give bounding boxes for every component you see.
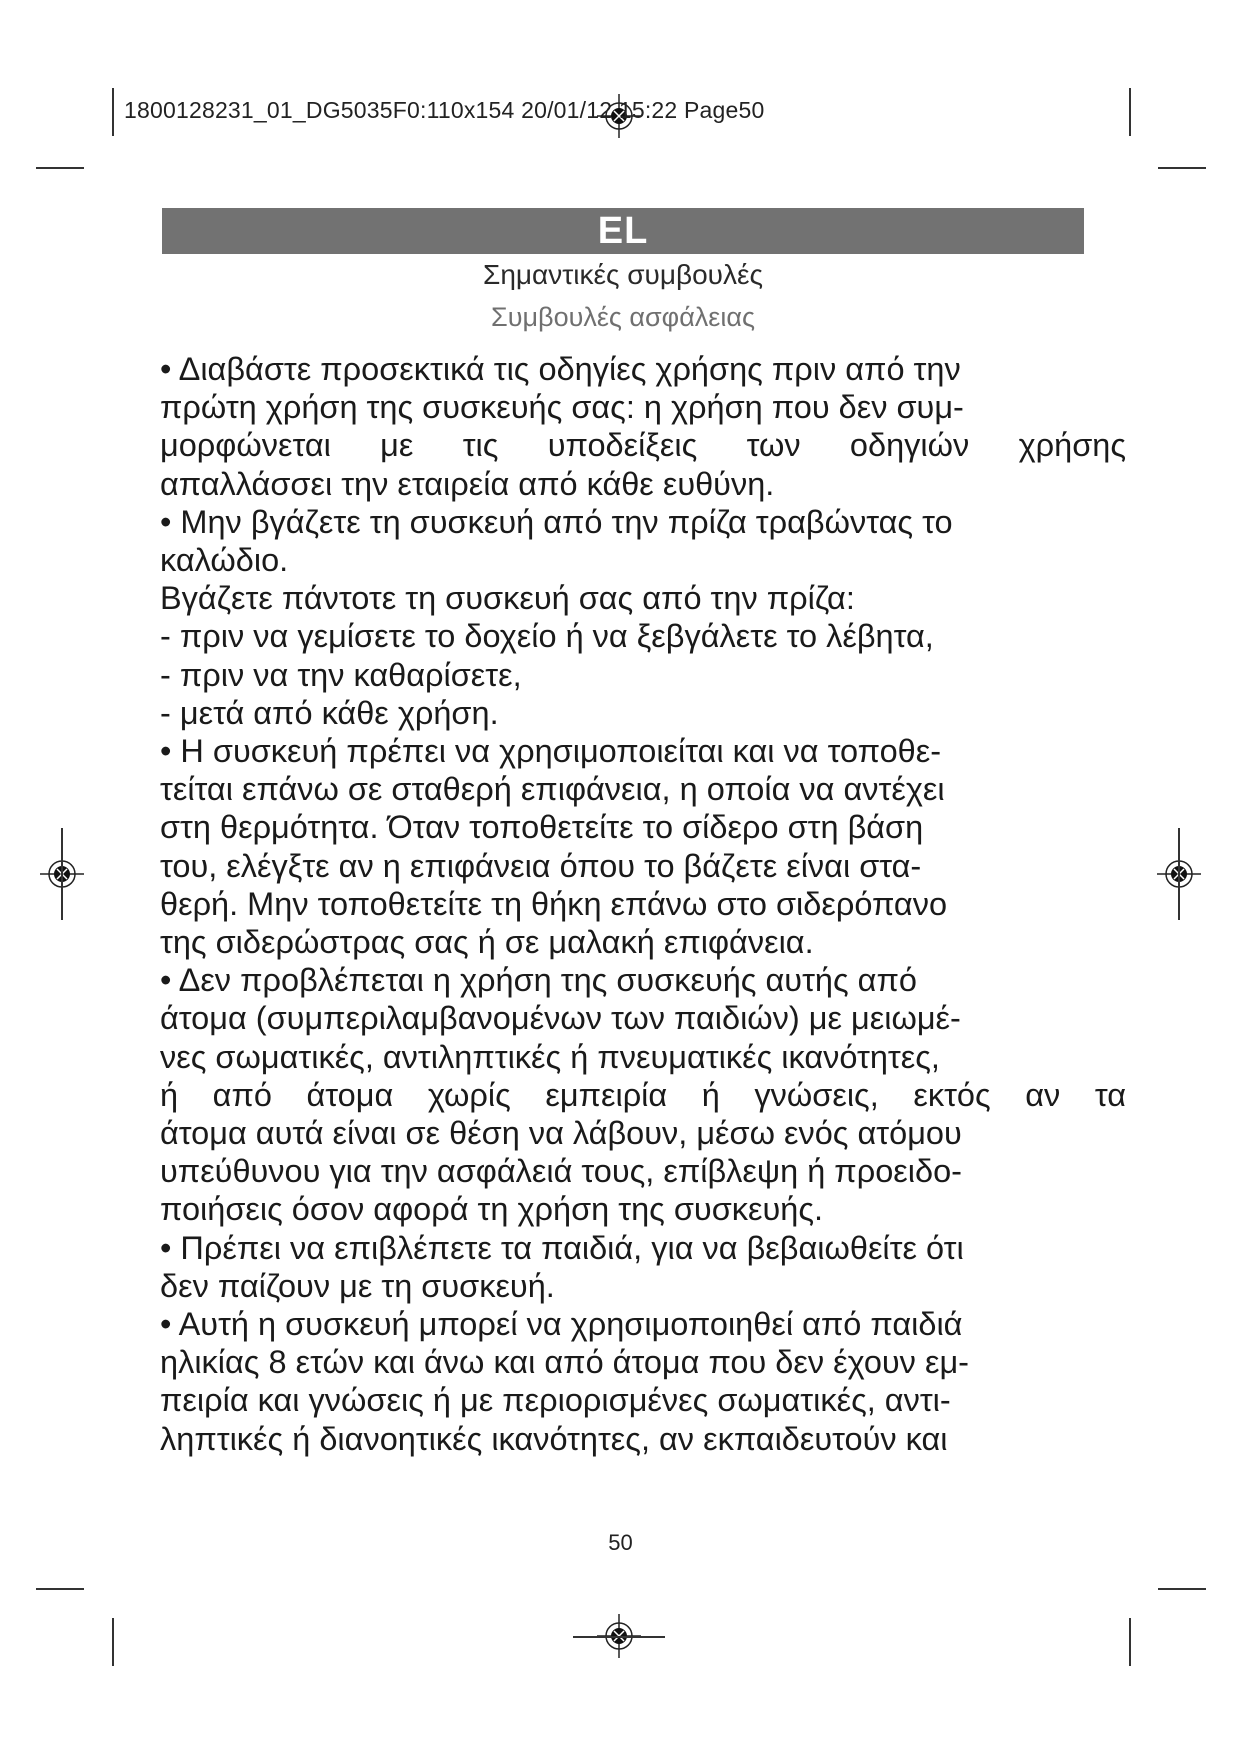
text-line: απαλλάσσει την εταιρεία από κάθε ευθύνη.: [160, 465, 775, 502]
crop-mark-bottom-right-vertical: [1129, 1618, 1131, 1666]
crop-mark-top-right-horizontal: [1158, 167, 1206, 169]
registration-mark-right-stem: [1178, 828, 1180, 920]
text-line: δεν παίζουν με τη συσκευή.: [160, 1267, 555, 1304]
text-line: - πριν να γεμίσετε το δοχείο ή να ξεβγάλετε το λέβητα,: [160, 618, 934, 655]
text-line: πειρία και γνώσεις ή με περιορισμένες σωματικές, αντι-: [160, 1382, 951, 1419]
text-line: - πριν να την καθαρίσετε,: [160, 656, 522, 693]
crop-mark-top-left-vertical: [112, 88, 114, 136]
crop-mark-top-left-horizontal: [36, 167, 84, 169]
text-line: της σιδερώστρας σας ή σε μαλακή επιφάνεια.: [160, 924, 814, 961]
language-tag-bar: EL: [162, 208, 1084, 254]
text-line: • Η συσκευή πρέπει να χρησιμοποιείται και να τοποθε-: [160, 733, 942, 770]
crop-mark-bottom-left-vertical: [112, 1618, 114, 1666]
text-line: μορφώνεται με τις υποδείξεις των οδηγιών χρήσης: [160, 427, 1126, 464]
text-line: του, ελέγξτε αν η επιφάνεια όπου το βάζετε είναι στα-: [160, 847, 922, 884]
page-number: 50: [608, 1530, 633, 1555]
text-line: στη θερμότητα. Όταν τοποθετείτε το σίδερο στη βάση: [160, 809, 924, 846]
text-line: ή από άτομα χωρίς εμπειρία ή γνώσεις, εκτός αν τα: [160, 1076, 1126, 1113]
text-line: πρώτη χρήση της συσκευής σας: η χρήση που δεν συμ-: [160, 389, 964, 426]
crop-mark-bottom-right-horizontal: [1158, 1588, 1206, 1590]
text-line: καλώδιο.: [160, 542, 289, 578]
text-line: • Δεν προβλέπεται η χρήση της συσκευής αυτής από: [160, 962, 917, 999]
text-line: Βγάζετε πάντοτε τη συσκευή σας από την πρίζα:: [160, 580, 855, 617]
section-heading: Σημαντικές συμβουλές: [483, 259, 763, 290]
text-line: • Αυτή η συσκευή μπορεί να χρησιμοποιηθεί από παιδιά: [160, 1306, 963, 1343]
text-line: ληπτικές ή διανοητικές ικανότητες, αν εκπαιδευτούν και: [160, 1420, 948, 1457]
crop-mark-bottom-left-horizontal: [36, 1588, 84, 1590]
text-line: θερή. Μην τοποθετείτε τη θήκη επάνω στο σιδερόπανο: [160, 885, 948, 922]
crop-mark-top-right-vertical: [1129, 88, 1131, 136]
text-line: • Διαβάστε προσεκτικά τις οδηγίες χρήσης πριν από την: [160, 351, 961, 387]
text-line: ηλικίας 8 ετών και άνω και από άτομα που δεν έχουν εμ-: [160, 1344, 969, 1381]
section-subheading: Συμβουλές ασφάλειας: [491, 302, 755, 332]
registration-mark-bottom-crossbar: [573, 1636, 665, 1638]
text-line: • Μην βγάζετε τη συσκευή από την πρίζα τραβώντας το: [160, 503, 953, 540]
body-text: [160, 350, 1126, 1458]
registration-mark-left-stem: [61, 828, 63, 920]
text-line: ποιήσεις όσον αφορά τη χρήση της συσκευής.: [160, 1191, 824, 1228]
text-line: • Πρέπει να επιβλέπετε τα παιδιά, για να βεβαιωθείτε ότι: [160, 1229, 964, 1266]
text-line: νες σωματικές, αντιληπτικές ή πνευματικές ικανότητες,: [160, 1038, 940, 1075]
text-line: άτομα αυτά είναι σε θέση να λάβουν, μέσω ενός ατόμου: [160, 1115, 962, 1152]
text-line: άτομα (συμπεριλαμβανομένων των παιδιών) με μειωμέ-: [160, 1000, 961, 1037]
text-line: υπεύθυνου για την ασφάλειά τους, επίβλεψη ή προειδο-: [160, 1153, 962, 1190]
print-slug-line: 1800128231_01_DG5035F0:110x154 20/01/12 15:22 Page50: [124, 97, 765, 123]
text-line: τείται επάνω σε σταθερή επιφάνεια, η οποία να αντέχει: [160, 771, 945, 808]
text-line: - μετά από κάθε χρήση.: [160, 694, 499, 731]
